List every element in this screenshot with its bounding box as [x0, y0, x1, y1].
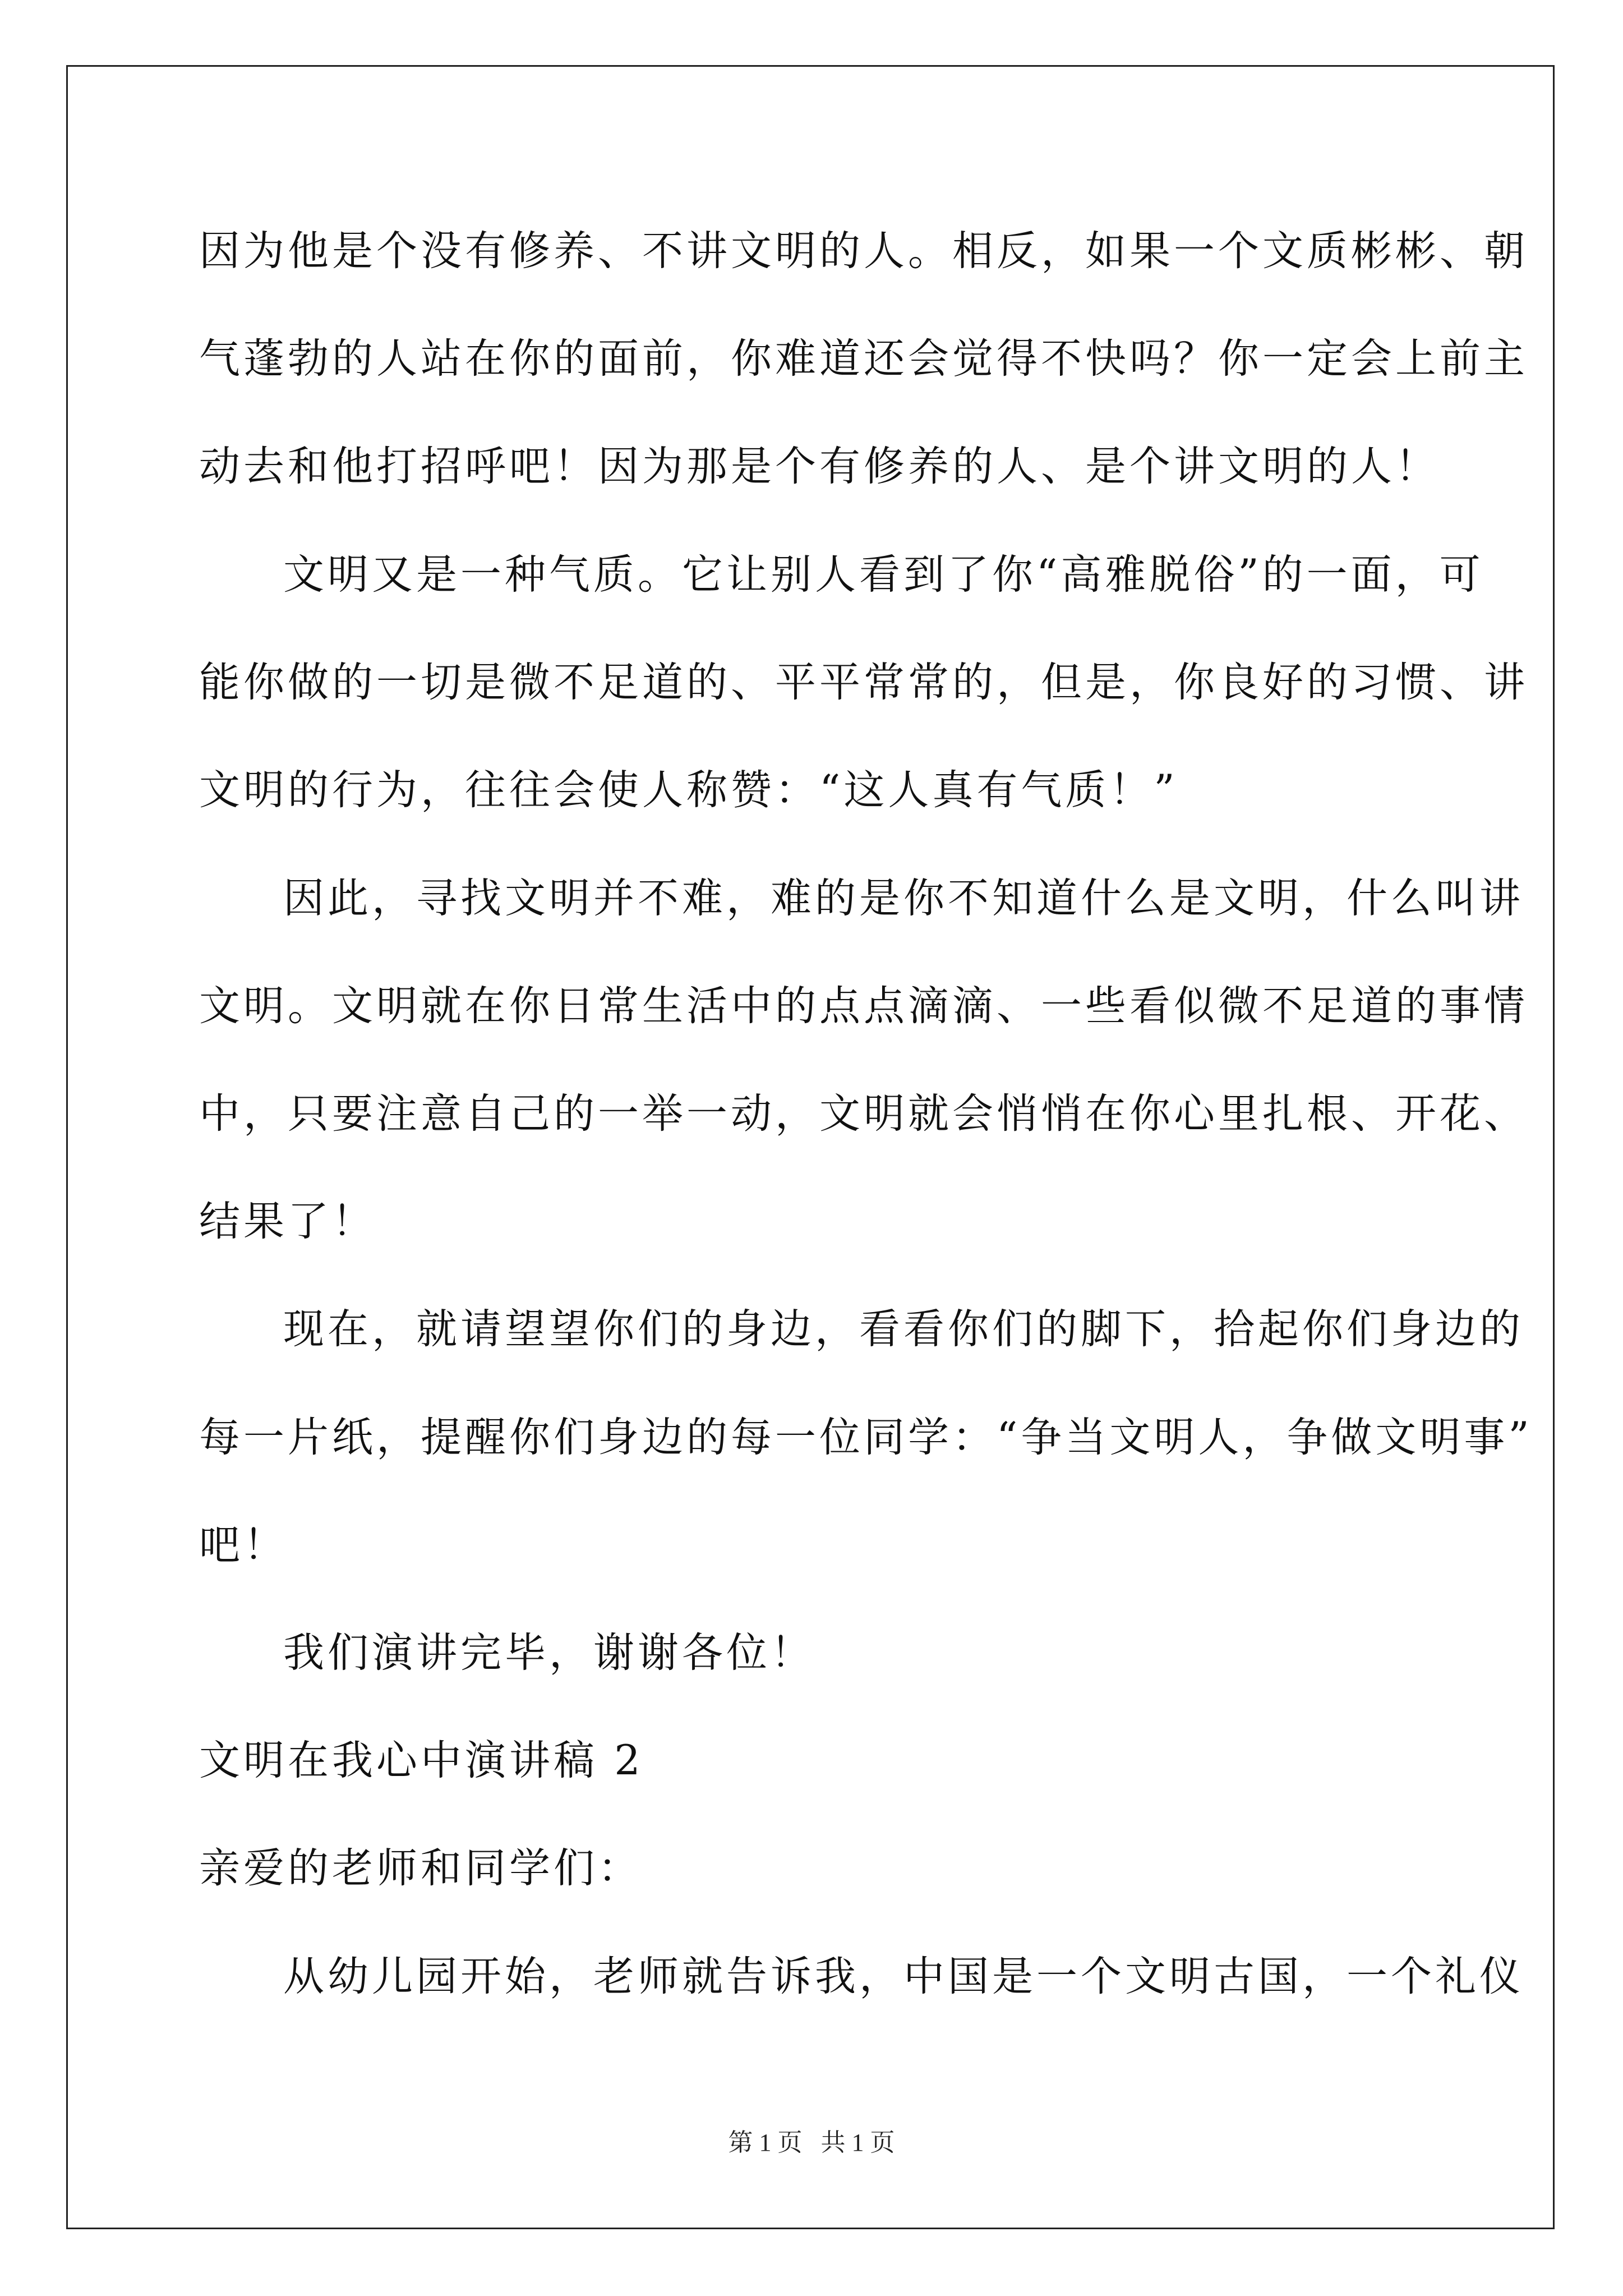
paragraph-first-line: 从幼儿园开始，老师就告诉我，中国是一个文明古国，一个礼仪 — [283, 1953, 1524, 2000]
salutation: 亲爱的老师和同学们： — [199, 1844, 642, 1892]
paragraph-first-line: 因此，寻找文明并不难，难的是你不知道什么是文明，什么叫讲 — [283, 875, 1524, 922]
text-line: 每一片纸，提醒你们身边的每一位同学：“争当文明人，争做文明事” — [199, 1414, 1533, 1461]
paragraph-first-line: 文明又是一种气质。它让别人看到了你“高雅脱俗”的一面，可 — [283, 551, 1484, 599]
text-line: 结果了！ — [199, 1198, 376, 1245]
page-number-footer: 第 1 页 共 1 页 — [728, 2129, 895, 2156]
text-line: 动去和他打招呼吧！因为那是个有修养的人、是个讲文明的人！ — [199, 443, 1440, 490]
text-line: 气蓬勃的人站在你的面前，你难道还会觉得不快吗？你一定会上前主 — [199, 335, 1528, 383]
text-line: 文明。文明就在你日常生活中的点点滴滴、一些看似微不足道的事情 — [199, 982, 1528, 1030]
page-frame — [66, 65, 1555, 2229]
text-line: 吧！ — [199, 1521, 288, 1569]
text-line: 因为他是个没有修养、不讲文明的人。相反，如果一个文质彬彬、朝 — [199, 227, 1528, 275]
paragraph-first-line: 我们演讲完毕，谢谢各位！ — [283, 1629, 815, 1677]
text-line: 文明的行为，往往会使人称赞：“这人真有气质！” — [199, 766, 1178, 814]
text-line: 能你做的一切是微不足道的、平平常常的，但是，你良好的习惯、讲 — [199, 659, 1528, 706]
paragraph-first-line: 现在，就请望望你们的身边，看看你们的脚下，拾起你们身边的 — [283, 1305, 1524, 1353]
section-heading: 文明在我心中演讲稿 2 — [199, 1737, 644, 1784]
text-line: 中，只要注意自己的一举一动，文明就会悄悄在你心里扎根、开花、 — [199, 1090, 1528, 1138]
